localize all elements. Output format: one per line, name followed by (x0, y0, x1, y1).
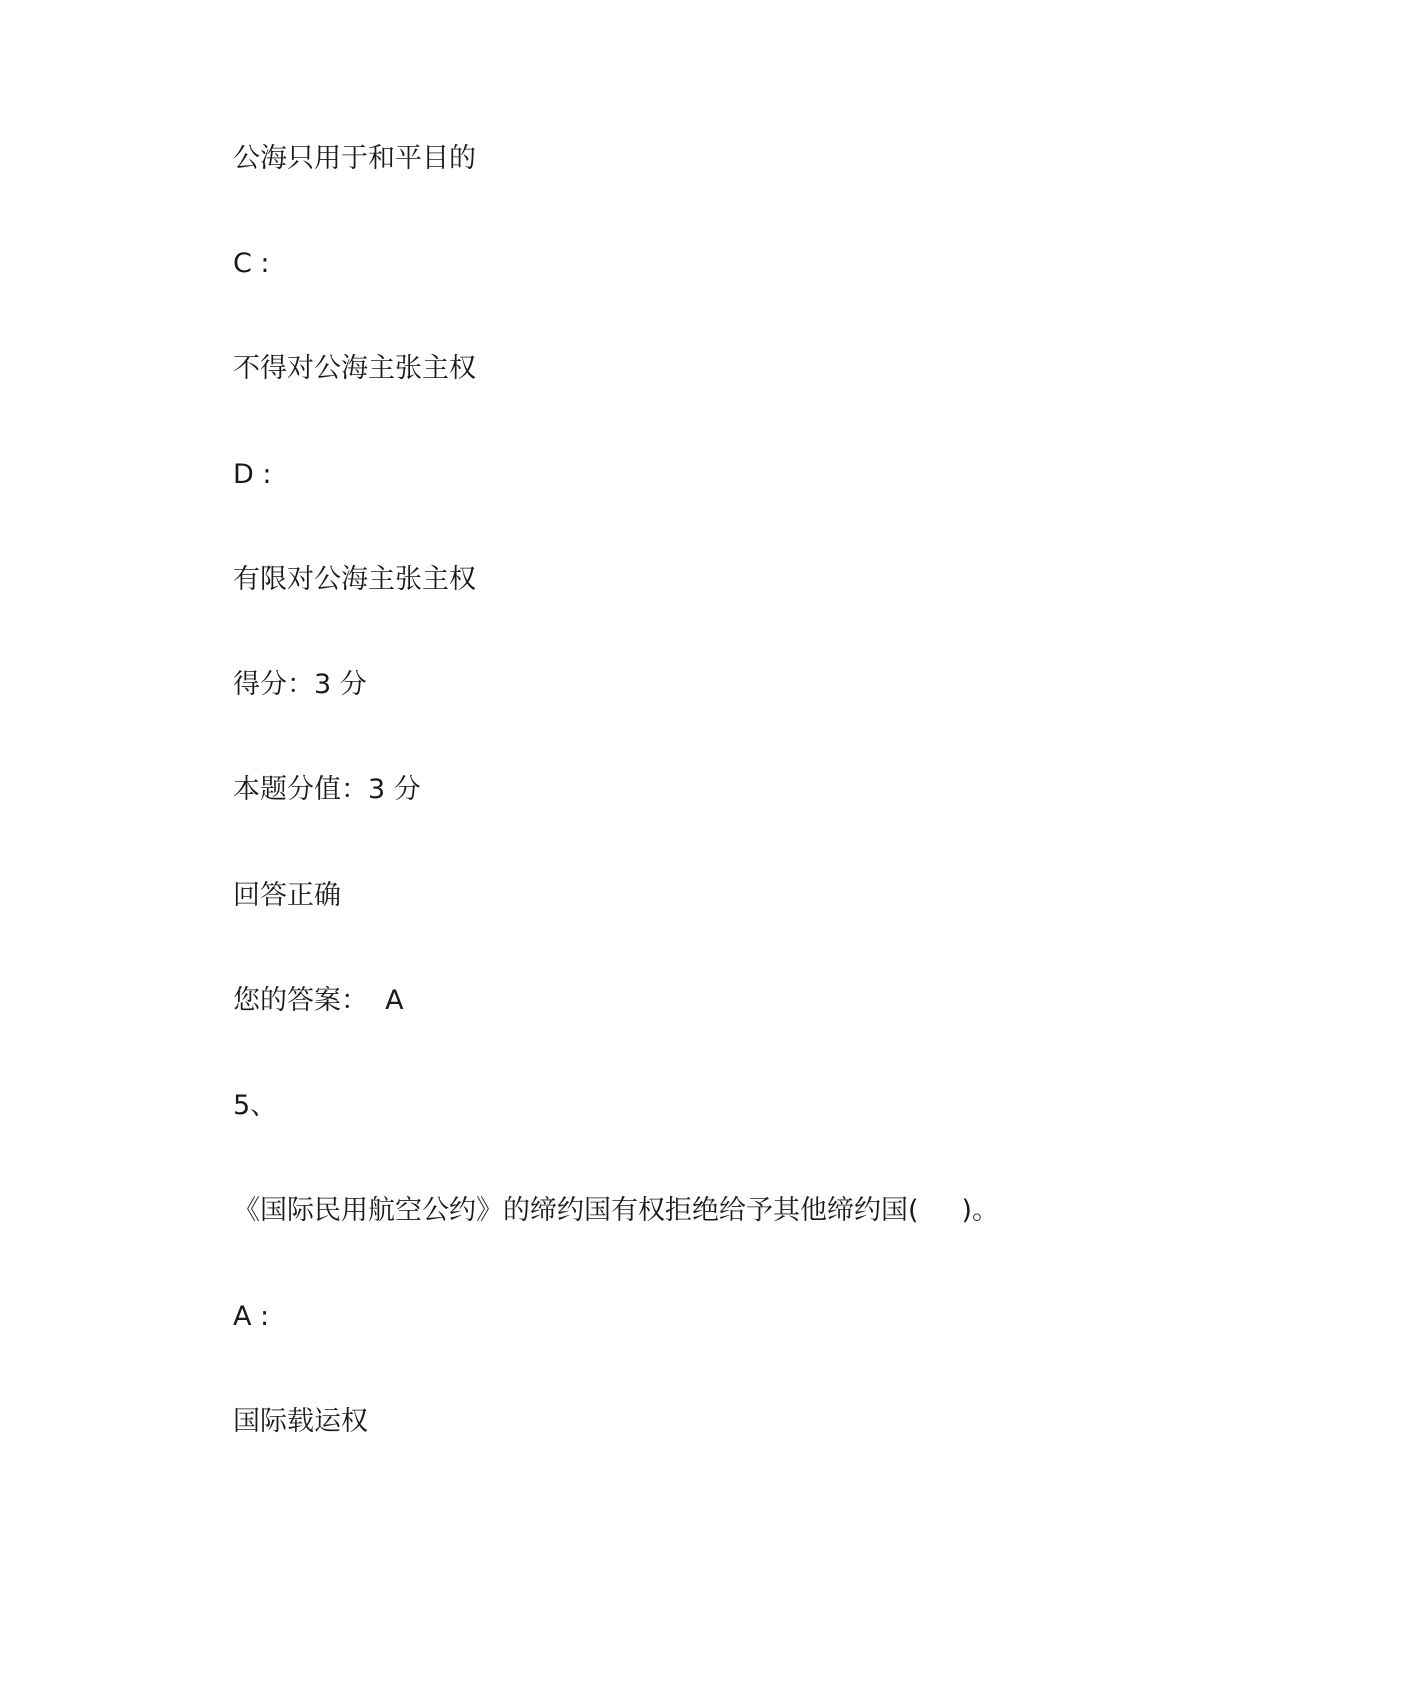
option-c-label: C : (233, 248, 270, 279)
document-page (233, 0, 1233, 1684)
option-d-label: D : (233, 459, 272, 490)
option-b-text: 公海只用于和平目的 (233, 143, 476, 174)
score-earned: 得分：3 分 (233, 669, 367, 700)
your-answer: 您的答案： A (233, 985, 404, 1016)
question-text: 《国际民用航空公约》的缔约国有权拒绝给予其他缔约国( )。 (233, 1195, 999, 1226)
question-point-value: 本题分值：3 分 (233, 774, 421, 805)
option-a-text: 国际载运权 (233, 1406, 368, 1437)
answer-status: 回答正确 (233, 880, 341, 911)
option-a-label: A : (233, 1301, 270, 1332)
option-c-text: 不得对公海主张主权 (233, 353, 476, 384)
question-number: 5、 (233, 1090, 278, 1121)
option-d-text: 有限对公海主张主权 (233, 564, 476, 595)
